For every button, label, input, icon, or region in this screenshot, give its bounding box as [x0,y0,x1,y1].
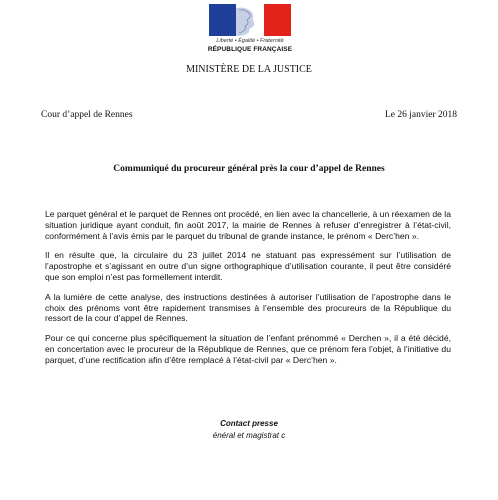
republic-name: RÉPUBLIQUE FRANÇAISE [207,46,293,53]
republic-motto: Liberté • Égalité • Fraternité [216,38,284,44]
paragraph: Il en résulte que, la circulaire du 23 juillet 2014 ne statuant pas expressément sur l’utilisation de l’apostrophe et s’agissant en outre d’un signe orthographique d’utilisation courante, il peut être considéré que son emploi n’est pas formellement interdit. [45,250,451,282]
press-contact-title: Contact presse [220,419,278,428]
document-date: Le 26 janvier 2018 [384,110,457,120]
press-contact-subtitle: énéral et magistrat c [212,431,286,440]
paragraph: Pour ce qui concerne plus spécifiquement la situation de l’enfant prénommé « Derchen », il a été décidé, en concertation avec le procureur de la République de Rennes, que ce prénom fera l’objet, à l’initiative du parquet, d’une rectification afin d’être remplacé à l’état-civil par « Derc’hen ». [45,333,451,365]
republic-logo [201,4,299,56]
paragraph: A la lumière de cette analyse, des instructions destinées à autoriser l’utilisation de l’apostrophe dans le choix des prénoms vont être rapidement transmises à l’ensemble des procureurs de la République du ressort de la cour d’appel de Rennes. [45,291,451,324]
document-title: Communiqué du procureur général près la cour d’appel de Rennes [113,164,385,174]
ministry-title: MINISTÈRE DE LA JUSTICE [186,64,312,75]
paragraph: Le parquet général et le parquet de Rennes ont procédé, en lien avec la chancellerie, à un réexamen de la situation juridique ayant conduit, fin août 2017, la mairie de Rennes à refuser d’enregistrer à l’état-civil, conformément à l’avis émis par le parquet du tribunal de grande instance, le prénom « Derc’hen ». [45,209,451,241]
court-name: Cour d’appel de Rennes [41,110,133,120]
document-body [45,209,451,375]
marianne-flag-icon [209,4,291,36]
